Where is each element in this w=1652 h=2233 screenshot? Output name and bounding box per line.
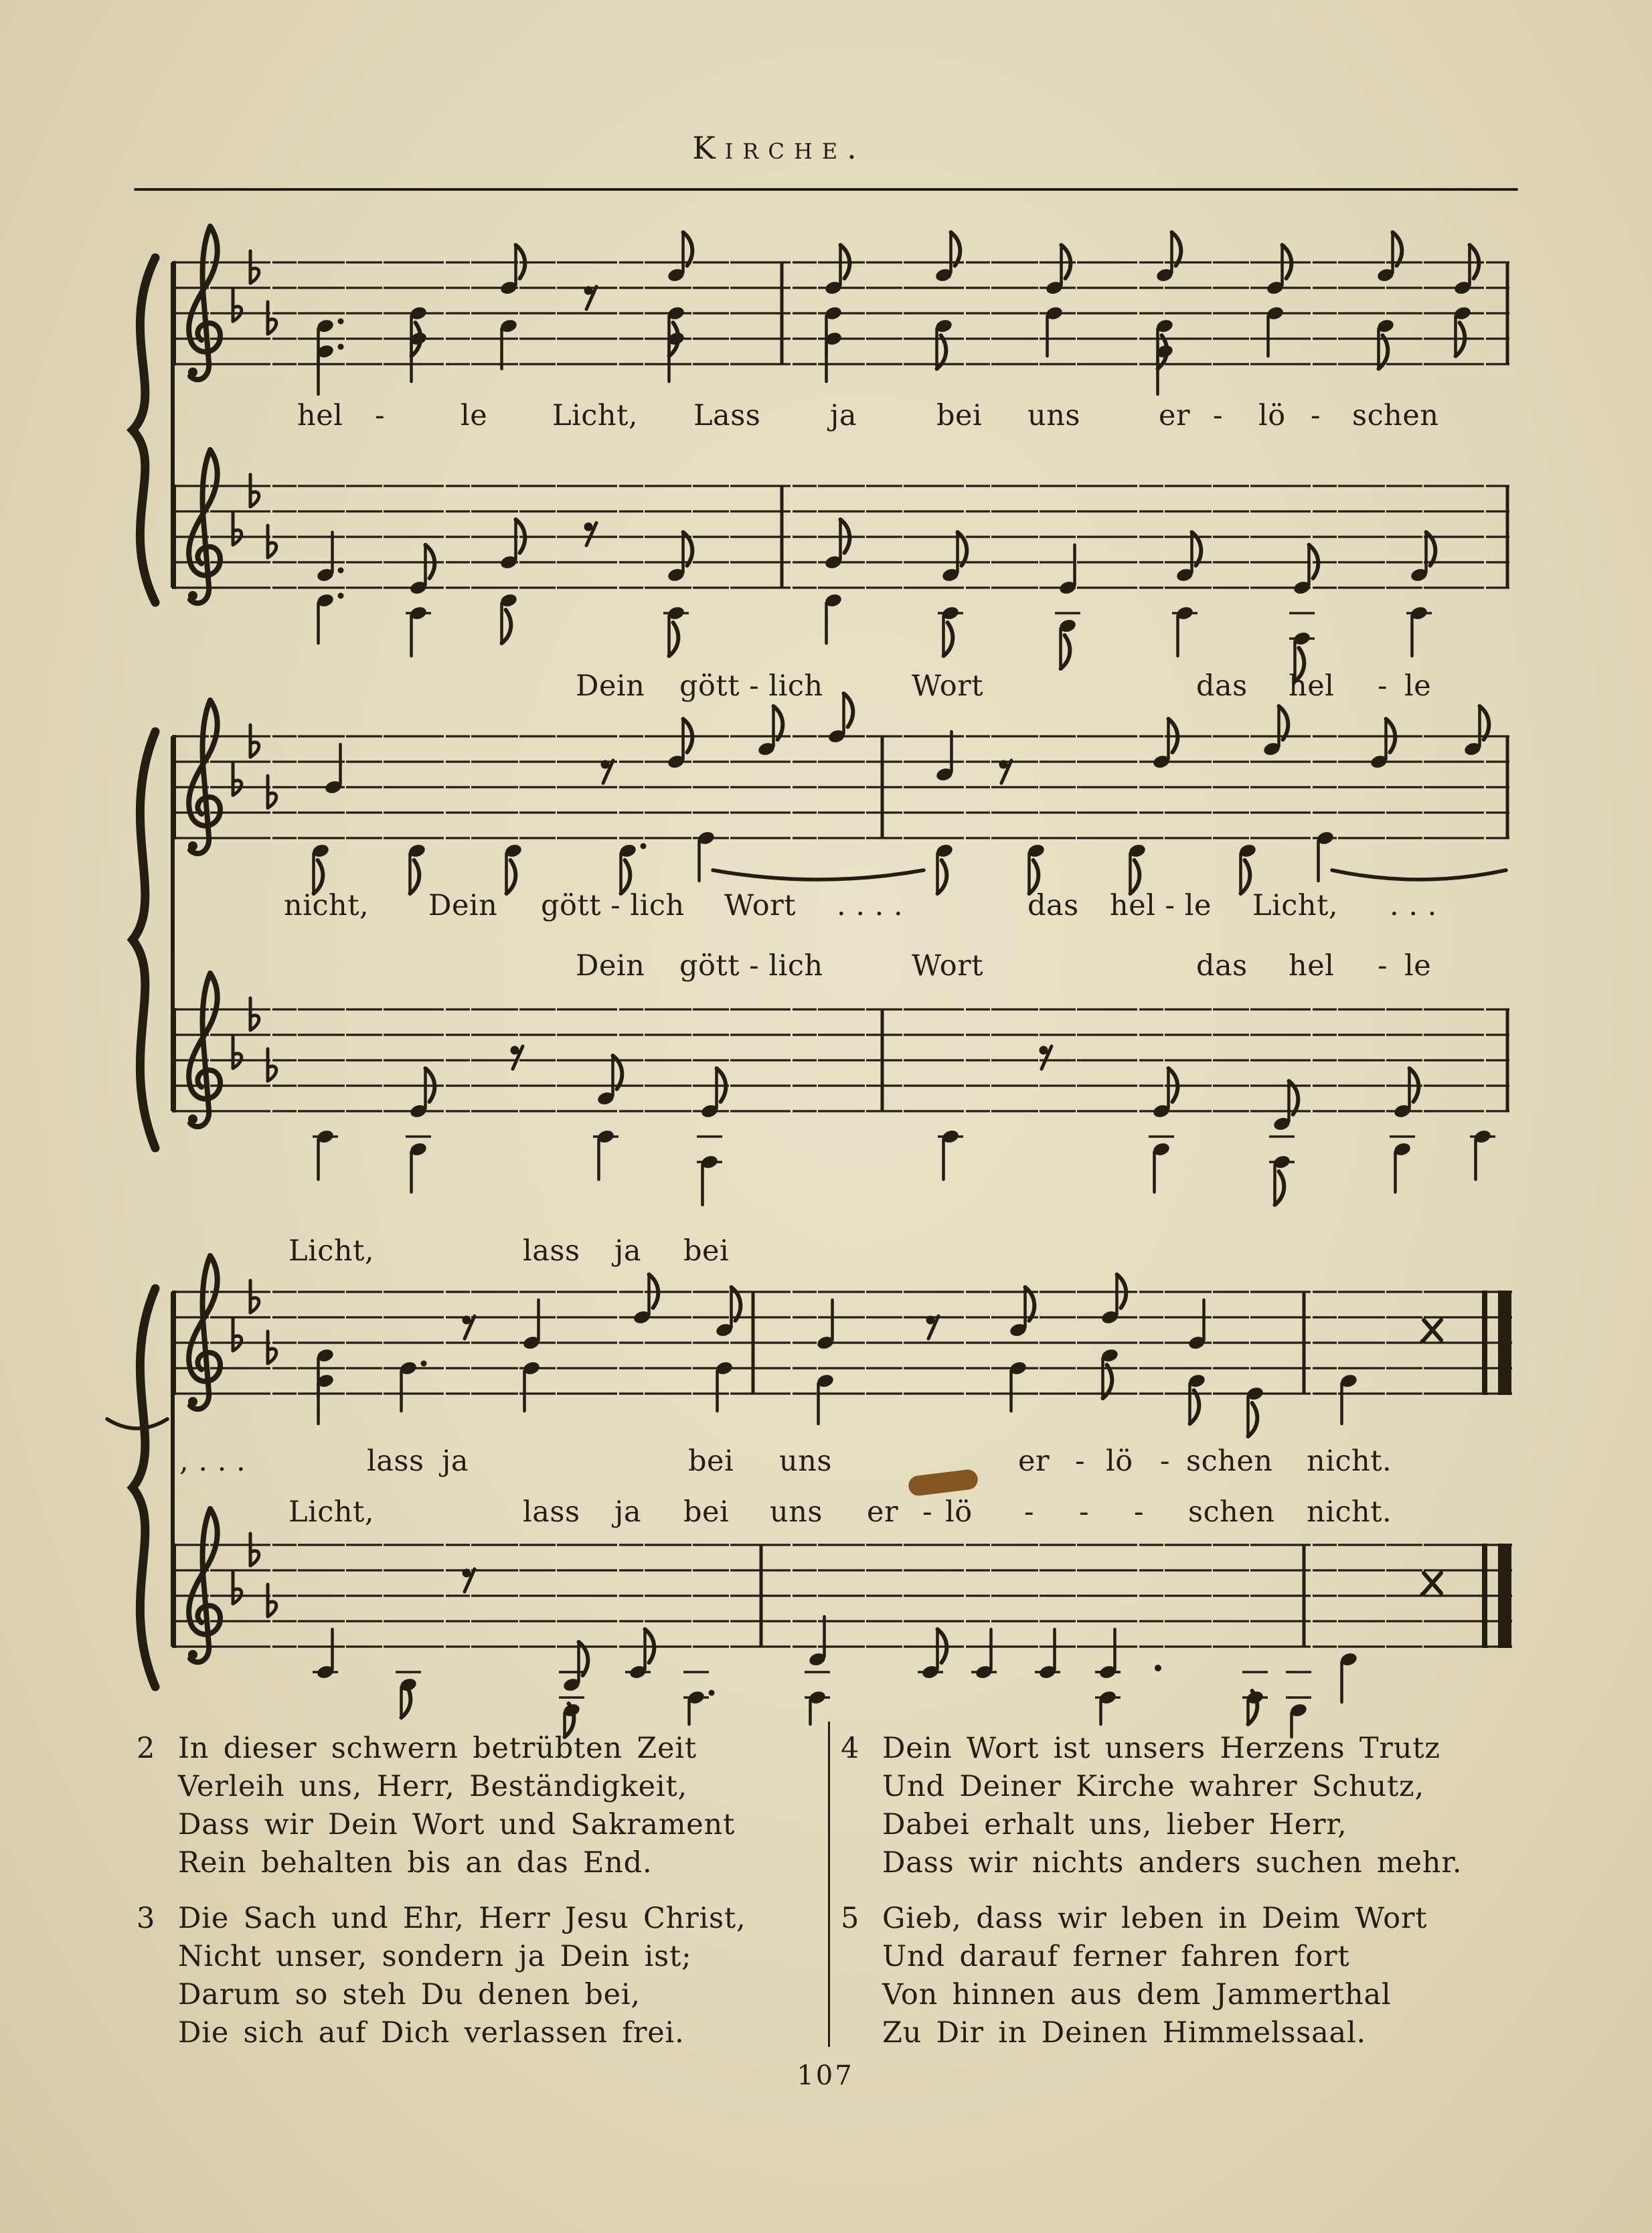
- tie: [1332, 870, 1506, 880]
- verse-number: 2: [137, 1732, 156, 1765]
- verse-line: Und darauf ferner fahren fort: [882, 1940, 1350, 1973]
- augmentation-dot: [338, 344, 344, 350]
- system-brace-icon: [133, 1289, 155, 1687]
- lyric-line-5: [0, 1234, 1652, 1269]
- lyric-word: hel - le: [1110, 889, 1212, 922]
- lyric-word: -: [1160, 1444, 1171, 1478]
- augmentation-dot: [641, 843, 647, 849]
- lyric-word: lö: [1258, 399, 1286, 432]
- lyric-line-3: [0, 889, 1652, 924]
- lyric-word: nicht.: [1307, 1444, 1392, 1478]
- lyric-word: hel: [1289, 669, 1335, 703]
- lyric-word: nicht.: [1307, 1495, 1392, 1529]
- lyric-word: -: [1024, 1495, 1035, 1529]
- treble-clef-icon: [188, 1397, 197, 1406]
- eighth-rest-icon: [463, 1316, 471, 1325]
- verse-line: Gieb, dass wir leben in Deim Wort: [882, 1902, 1428, 1935]
- verse-line: In dieser schwern betrübten Zeit: [178, 1732, 697, 1765]
- dot: [1155, 1665, 1161, 1671]
- final-barline: [1498, 1544, 1511, 1648]
- lyric-word: ja: [614, 1234, 641, 1268]
- repeat-mark-icon: [1420, 1339, 1425, 1344]
- lyric-word: Lass: [693, 399, 761, 432]
- lyric-word: le: [1404, 949, 1432, 983]
- lyric-word: das: [1196, 669, 1248, 703]
- lyric-word: Licht,: [288, 1234, 375, 1268]
- lyric-word: ja: [830, 399, 857, 432]
- lyric-word: ja: [614, 1495, 641, 1529]
- verse-line: Von hinnen aus dem Jammerthal: [882, 1978, 1392, 2011]
- verse-number: 5: [841, 1902, 860, 1935]
- lyric-word: uns: [779, 1444, 832, 1478]
- lyric-word: -: [1378, 949, 1388, 983]
- lyric-word: Dein: [576, 949, 645, 983]
- lyric-word: schen: [1188, 1495, 1275, 1529]
- lyric-word: hel: [1289, 949, 1335, 983]
- lyric-word: le: [461, 399, 488, 432]
- lyric-word: er: [1159, 399, 1191, 432]
- lyric-word: -: [1075, 1444, 1086, 1478]
- lyric-word: -: [1079, 1495, 1090, 1529]
- lyric-line-6: [0, 1444, 1652, 1479]
- lyric-word: ja: [442, 1444, 469, 1478]
- final-barline: [1498, 1291, 1511, 1395]
- treble-clef-icon: [188, 367, 197, 377]
- tie: [713, 870, 924, 880]
- eighth-rest-icon: [601, 760, 610, 769]
- lyric-word: schen: [1186, 1444, 1273, 1478]
- lyric-word: Wort: [912, 669, 984, 703]
- lyric-word: -: [922, 1495, 933, 1529]
- system-brace-icon: [133, 732, 155, 1148]
- lyric-word: Licht,: [1252, 889, 1339, 922]
- lyric-word: lass: [367, 1444, 424, 1478]
- verse-line: Darum so steh Du denen bei,: [178, 1978, 641, 2011]
- page-title: Kirche.: [692, 130, 866, 166]
- eighth-rest-icon: [511, 1046, 519, 1055]
- lyric-word: le: [1404, 669, 1432, 703]
- lyric-word: bei: [683, 1234, 730, 1268]
- verse-line: Verleih uns, Herr, Beständigkeit,: [178, 1770, 688, 1803]
- treble-clef-icon: [188, 591, 197, 600]
- verse-line: Rein behalten bis an das End.: [178, 1846, 653, 1880]
- verse-number: 4: [841, 1732, 860, 1765]
- augmentation-dot: [338, 319, 344, 325]
- verse-line: Und Deiner Kirche wahrer Schutz,: [882, 1770, 1424, 1803]
- lyric-word: Licht,: [552, 399, 639, 432]
- augmentation-dot: [709, 1690, 715, 1696]
- staff-2: [173, 450, 1509, 681]
- augmentation-dot: [338, 593, 344, 599]
- verse-line: Dass wir Dein Wort und Sakrament: [178, 1808, 736, 1841]
- lyric-word: -: [1213, 399, 1224, 432]
- eighth-rest-icon: [1040, 1046, 1048, 1055]
- lyric-word: . . .: [1390, 889, 1437, 922]
- lyric-word: . . . .: [837, 889, 904, 922]
- verse-line: Dass wir nichts anders suchen mehr.: [882, 1846, 1463, 1880]
- verse-line: Die sich auf Dich verlassen frei.: [178, 2016, 685, 2050]
- lyric-word: uns: [770, 1495, 823, 1529]
- verse-line: Dein Wort ist unsers Herzens Trutz: [882, 1732, 1440, 1765]
- lyric-word: bei: [936, 399, 983, 432]
- lyric-word: nicht,: [284, 889, 369, 922]
- eighth-rest-icon: [926, 1316, 935, 1325]
- verse-line: Zu Dir in Deinen Himmelssaal.: [882, 2016, 1367, 2050]
- eighth-rest-icon: [463, 1569, 471, 1578]
- lyric-word: -: [1378, 669, 1388, 703]
- lyric-word: uns: [1027, 399, 1080, 432]
- lyric-word: -: [375, 399, 386, 432]
- lyric-word: lö: [1106, 1444, 1133, 1478]
- lyric-line-7: [0, 1495, 1652, 1530]
- staff-6: [173, 1509, 1512, 1737]
- lyric-word: bei: [688, 1444, 734, 1478]
- verse-line: Dabei erhalt uns, lieber Herr,: [882, 1808, 1347, 1841]
- augmentation-dot: [338, 568, 344, 574]
- eighth-rest-icon: [999, 760, 1008, 769]
- lyric-word: Wort: [912, 949, 984, 983]
- lyric-line-4: [0, 949, 1652, 984]
- lyric-word: hel: [297, 399, 343, 432]
- lyric-word: das: [1027, 889, 1079, 922]
- lyric-word: lass: [523, 1234, 580, 1268]
- lyric-word: gött - lich: [679, 949, 823, 983]
- treble-clef-icon: [188, 841, 197, 851]
- lyric-word: Licht,: [288, 1495, 375, 1529]
- lyric-line-2: [0, 669, 1652, 704]
- lyric-word: schen: [1352, 399, 1439, 432]
- lyric-word: lass: [523, 1495, 580, 1529]
- augmentation-dot: [421, 1361, 427, 1367]
- lyric-word: er: [867, 1495, 899, 1529]
- verse-line: Nicht unser, sondern ja Dein ist;: [178, 1940, 692, 1973]
- lyric-word: -: [1311, 399, 1321, 432]
- treble-clef-icon: [188, 1650, 197, 1659]
- lyric-word: Wort: [724, 889, 797, 922]
- lyric-word: Dein: [428, 889, 498, 922]
- lyric-word: gött - lich: [541, 889, 685, 922]
- lyric-word: Dein: [576, 669, 645, 703]
- lyric-word: lö: [945, 1495, 973, 1529]
- staff-3: [173, 693, 1509, 894]
- lyric-word: , . . .: [179, 1444, 246, 1478]
- staff-4: [173, 973, 1509, 1205]
- eighth-rest-icon: [584, 523, 593, 531]
- lyric-word: gött - lich: [679, 669, 823, 703]
- staff-5: [107, 1256, 1512, 1436]
- repeat-mark-icon: [1420, 1592, 1425, 1597]
- lyric-word: das: [1196, 949, 1248, 983]
- verse-line: Die Sach und Ehr, Herr Jesu Christ,: [178, 1902, 746, 1935]
- lyric-word: bei: [683, 1495, 730, 1529]
- page-number: 107: [797, 2060, 854, 2091]
- verse-column-divider: [828, 1722, 830, 2047]
- verse-number: 3: [137, 1902, 156, 1935]
- lyric-word: -: [1134, 1495, 1145, 1529]
- tie: [107, 1419, 167, 1428]
- staff-1: [173, 226, 1509, 394]
- lyric-line-1: [0, 399, 1652, 434]
- treble-clef-icon: [188, 1114, 197, 1124]
- lyric-word: er: [1018, 1444, 1050, 1478]
- eighth-rest-icon: [584, 286, 593, 295]
